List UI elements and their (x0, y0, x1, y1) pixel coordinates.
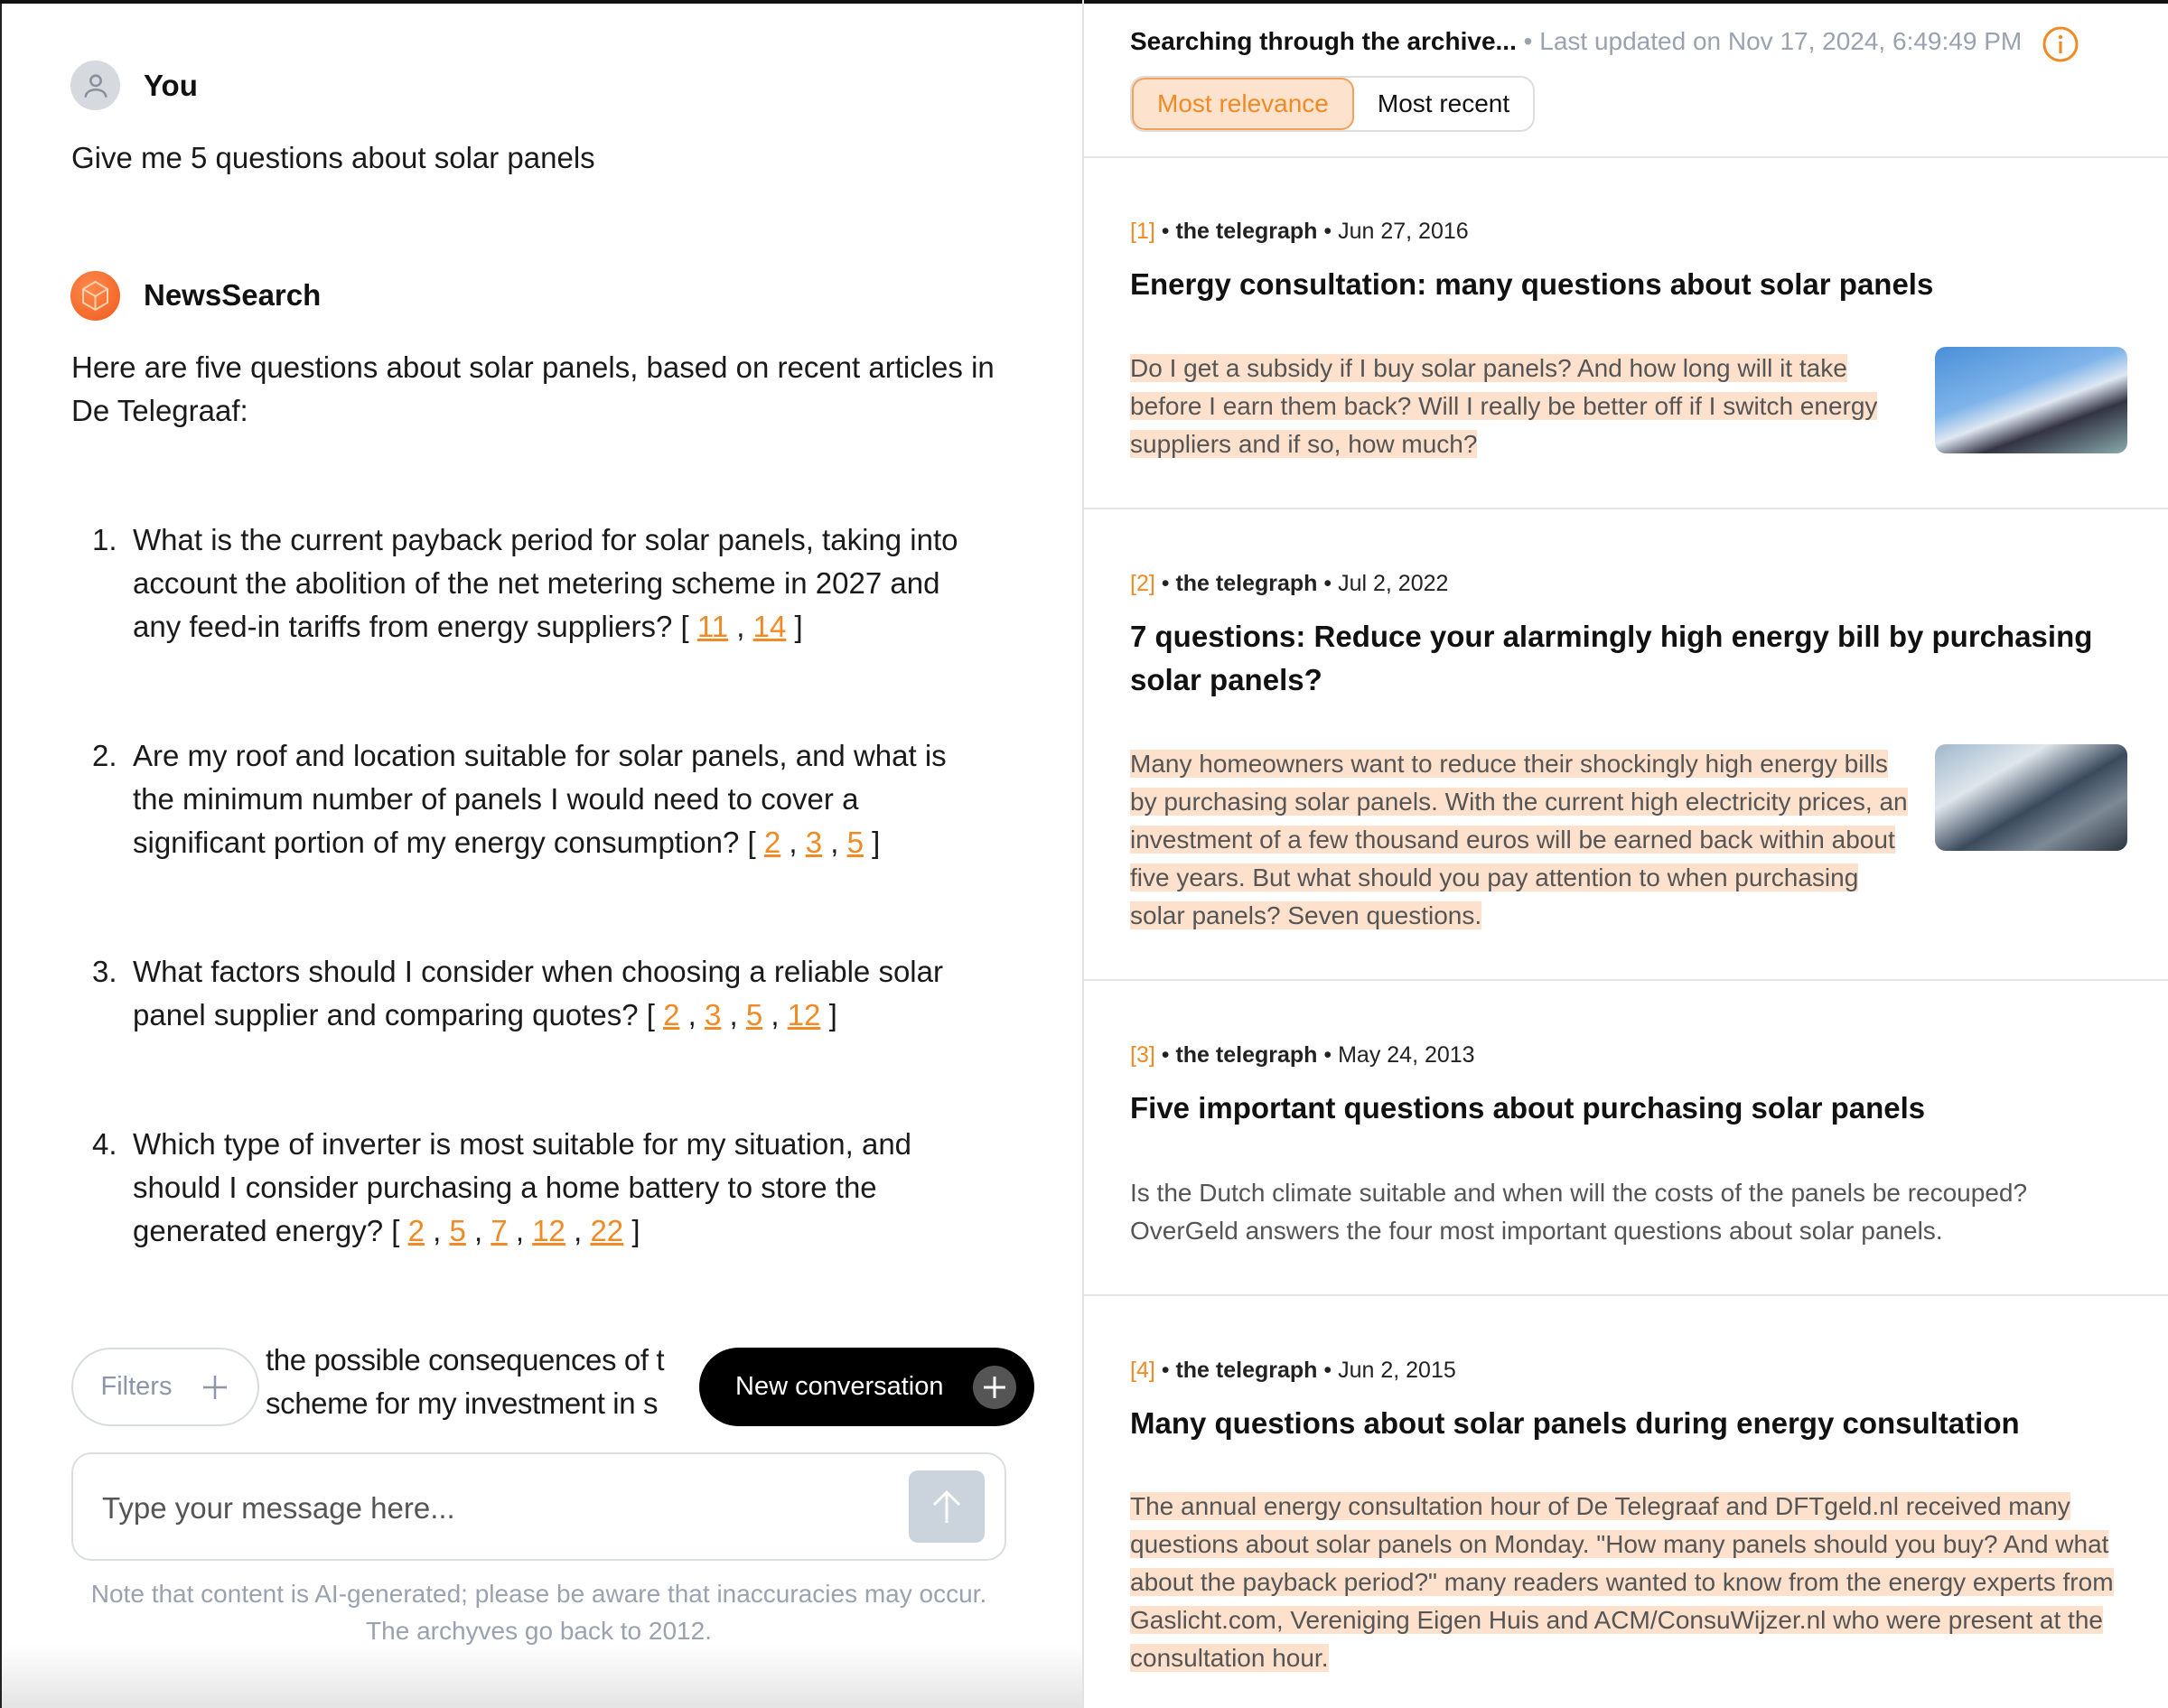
message-input[interactable] (102, 1481, 915, 1535)
snippet-text: Is the Dutch climate suitable and when will the costs of the panels be recouped? OverGeld answers the four most important questions about solar panels. (1130, 1179, 2028, 1245)
article-meta: [1] • the telegraph • Jun 27, 2016 (1130, 219, 1469, 244)
question-text: account the abolition of the net metering scheme in 2027 and (133, 566, 940, 600)
article-source: the telegraph (1175, 1358, 1318, 1383)
citation-link[interactable]: 12 (787, 998, 821, 1031)
article-date: May 24, 2013 (1338, 1042, 1475, 1068)
separator-dot: • (1523, 27, 1540, 55)
question-line (133, 562, 1005, 605)
question-line (133, 734, 1005, 778)
divider (1084, 156, 2168, 158)
question-line: significant portion of my energy consumption? [ 2 , 3 , 5 ] (133, 826, 881, 859)
article-source: the telegraph (1175, 571, 1318, 596)
divider (1084, 979, 2168, 981)
filters-button[interactable] (71, 1348, 259, 1426)
question-text: generated energy? (133, 1214, 392, 1247)
citation-link[interactable]: 2 (763, 826, 781, 859)
question-number: 3. (92, 955, 117, 988)
sort-most-recent[interactable]: Most recent (1377, 89, 1510, 117)
question-text: Which type of inverter is most suitable for my situation, and (133, 1127, 912, 1161)
search-status: Searching through the archive... (1130, 27, 1517, 55)
article-date: Jun 27, 2016 (1338, 219, 1469, 244)
question-text: the possible consequences of t (266, 1343, 665, 1377)
article-index[interactable]: [4] (1130, 1358, 1155, 1383)
question-text: What factors should I consider when choosing a reliable solar (133, 955, 943, 988)
user-name: You (144, 69, 198, 102)
article-meta: [2] • the telegraph • Jul 2, 2022 (1130, 571, 1449, 596)
article-title[interactable]: Energy consultation: many questions about solar panels (1130, 267, 1934, 301)
article-snippet (1130, 745, 1916, 935)
citation-link[interactable]: 5 (745, 998, 763, 1031)
question-line (133, 1123, 1005, 1166)
question-line (133, 518, 1005, 562)
send-button[interactable] (909, 1470, 985, 1543)
article-thumbnail[interactable] (1935, 347, 2127, 453)
citation-link[interactable]: 14 (752, 610, 787, 643)
question-line (133, 778, 1005, 821)
question-text: any feed-in tariffs from energy suppliers? (133, 610, 681, 643)
snippet-text: The annual energy consultation hour of De Telegraaf and DFTgeld.nl received many questions about solar panels on Monday. "How many panels should you buy? And what about the payback period?" many readers wanted to know from the energy experts from Gaslicht.com, Vereniging Eigen Huis and ACM/ConsuWijzer.nl who were present at the consultation hour. (1130, 1492, 2114, 1672)
citation-link[interactable]: 3 (704, 998, 722, 1031)
arrow-up-icon (929, 1487, 965, 1526)
article-meta: [4] • the telegraph • Jun 2, 2015 (1130, 1358, 1456, 1383)
user-icon (80, 70, 111, 101)
article-meta: [3] • the telegraph • May 24, 2013 (1130, 1042, 1475, 1068)
snippet-text: Many homeowners want to reduce their shockingly high energy bills by purchasing solar panels. With the current high electricity prices, an investment of a few thousand euros will be earned back within about five years. But what should you pay attention to when purchasing solar panels? Seven questions. (1130, 750, 1908, 929)
question-item (92, 1123, 1005, 1253)
question-item (92, 950, 1005, 1037)
new-conversation-button[interactable] (699, 1348, 1034, 1426)
article-date: Jul 2, 2022 (1338, 571, 1449, 596)
article-title[interactable]: Five important questions about purchasing solar panels (1130, 1091, 1926, 1125)
question-text: panel supplier and comparing quotes? (133, 998, 647, 1031)
article-source: the telegraph (1175, 1042, 1318, 1068)
article-date: Jun 2, 2015 (1338, 1358, 1456, 1383)
question-number: 1. (92, 523, 117, 556)
citation-link[interactable]: 11 (696, 610, 729, 643)
plus-icon (201, 1373, 229, 1402)
divider (1084, 1294, 2168, 1296)
new-conversation-label: New conversation (735, 1372, 944, 1401)
question-number: 4. (92, 1127, 117, 1161)
question-item (92, 734, 1005, 864)
snippet-text: Do I get a subsidy if I buy solar panels? And how long will it take before I earn them back? Will I really be better off if I switch energy suppliers and if so, how much? (1130, 354, 1878, 458)
citation-link[interactable]: 7 (491, 1214, 508, 1247)
question-text: the minimum number of panels I would need to cover a (133, 782, 859, 816)
citation-link[interactable]: 2 (663, 998, 680, 1031)
question-line (133, 950, 1005, 994)
question-text: should I consider purchasing a home battery to store the (133, 1171, 877, 1204)
article-thumbnail[interactable] (1935, 744, 2127, 851)
question-text: Are my roof and location suitable for solar panels, and what is (133, 739, 947, 772)
citation-link[interactable]: 5 (846, 826, 864, 859)
bottom-fade (2, 1645, 1083, 1708)
question-text: significant portion of my energy consumption? (133, 826, 748, 859)
plus-icon (973, 1366, 1016, 1409)
message-input-box (71, 1452, 1006, 1561)
article-index[interactable]: [2] (1130, 571, 1155, 596)
article-index[interactable]: [3] (1130, 1042, 1155, 1068)
article-title[interactable]: 7 questions: Reduce your alarmingly high energy bill by purchasing solar panels? (1130, 620, 2093, 696)
last-updated: Last updated on Nov 17, 2024, 6:49:49 PM (1539, 27, 2023, 55)
article-snippet (1130, 350, 1916, 463)
question-text: scheme for my investment in s (266, 1386, 659, 1420)
question-text: What is the current payback period for solar panels, taking into (133, 523, 958, 556)
disclaimer-note: Note that content is AI-generated; please be aware that inaccuracies may occur. The archyves go back to 2012. (90, 1580, 987, 1645)
bot-intro: Here are five questions about solar panels, based on recent articles in De Telegraaf: (71, 350, 995, 427)
divider (1084, 508, 2168, 509)
question-line (133, 1166, 1005, 1209)
article-title[interactable]: Many questions about solar panels during energy consultation (1130, 1406, 2020, 1440)
sort-toggle (1130, 76, 1535, 132)
question-number: 2. (92, 739, 117, 772)
article-source: the telegraph (1175, 219, 1318, 244)
citation-link[interactable]: 12 (532, 1214, 565, 1247)
question-item (92, 518, 1005, 649)
user-avatar (70, 61, 120, 110)
bot-name: NewsSearch (144, 278, 322, 312)
article-snippet (1130, 1488, 2133, 1677)
info-icon[interactable] (2042, 25, 2079, 68)
citation-link[interactable]: 2 (407, 1214, 425, 1247)
question-line: any feed-in tariffs from energy suppliers? [ 11 , 14 ] (133, 610, 803, 643)
sort-most-relevance[interactable]: Most relevance (1132, 78, 1354, 130)
citation-link[interactable]: 5 (449, 1214, 466, 1247)
user-message: Give me 5 questions about solar panels (71, 141, 595, 174)
chat-panel (0, 4, 1083, 1708)
chat-messages (2, 4, 1083, 1436)
article-snippet (1130, 1174, 2133, 1250)
citation-link[interactable]: 22 (590, 1214, 624, 1247)
filters-label: Filters (100, 1372, 173, 1401)
results-panel (1084, 4, 2168, 1708)
question-line: generated energy? [ 2 , 5 , 7 , 12 , 22 ] (133, 1214, 640, 1247)
results-header (1130, 27, 2022, 56)
question-line: panel supplier and comparing quotes? [ 2 , 3 , 5 , 12 ] (133, 998, 837, 1031)
citation-link[interactable]: 3 (805, 826, 823, 859)
newssearch-logo-icon (70, 271, 120, 321)
article-index[interactable]: [1] (1130, 219, 1155, 244)
